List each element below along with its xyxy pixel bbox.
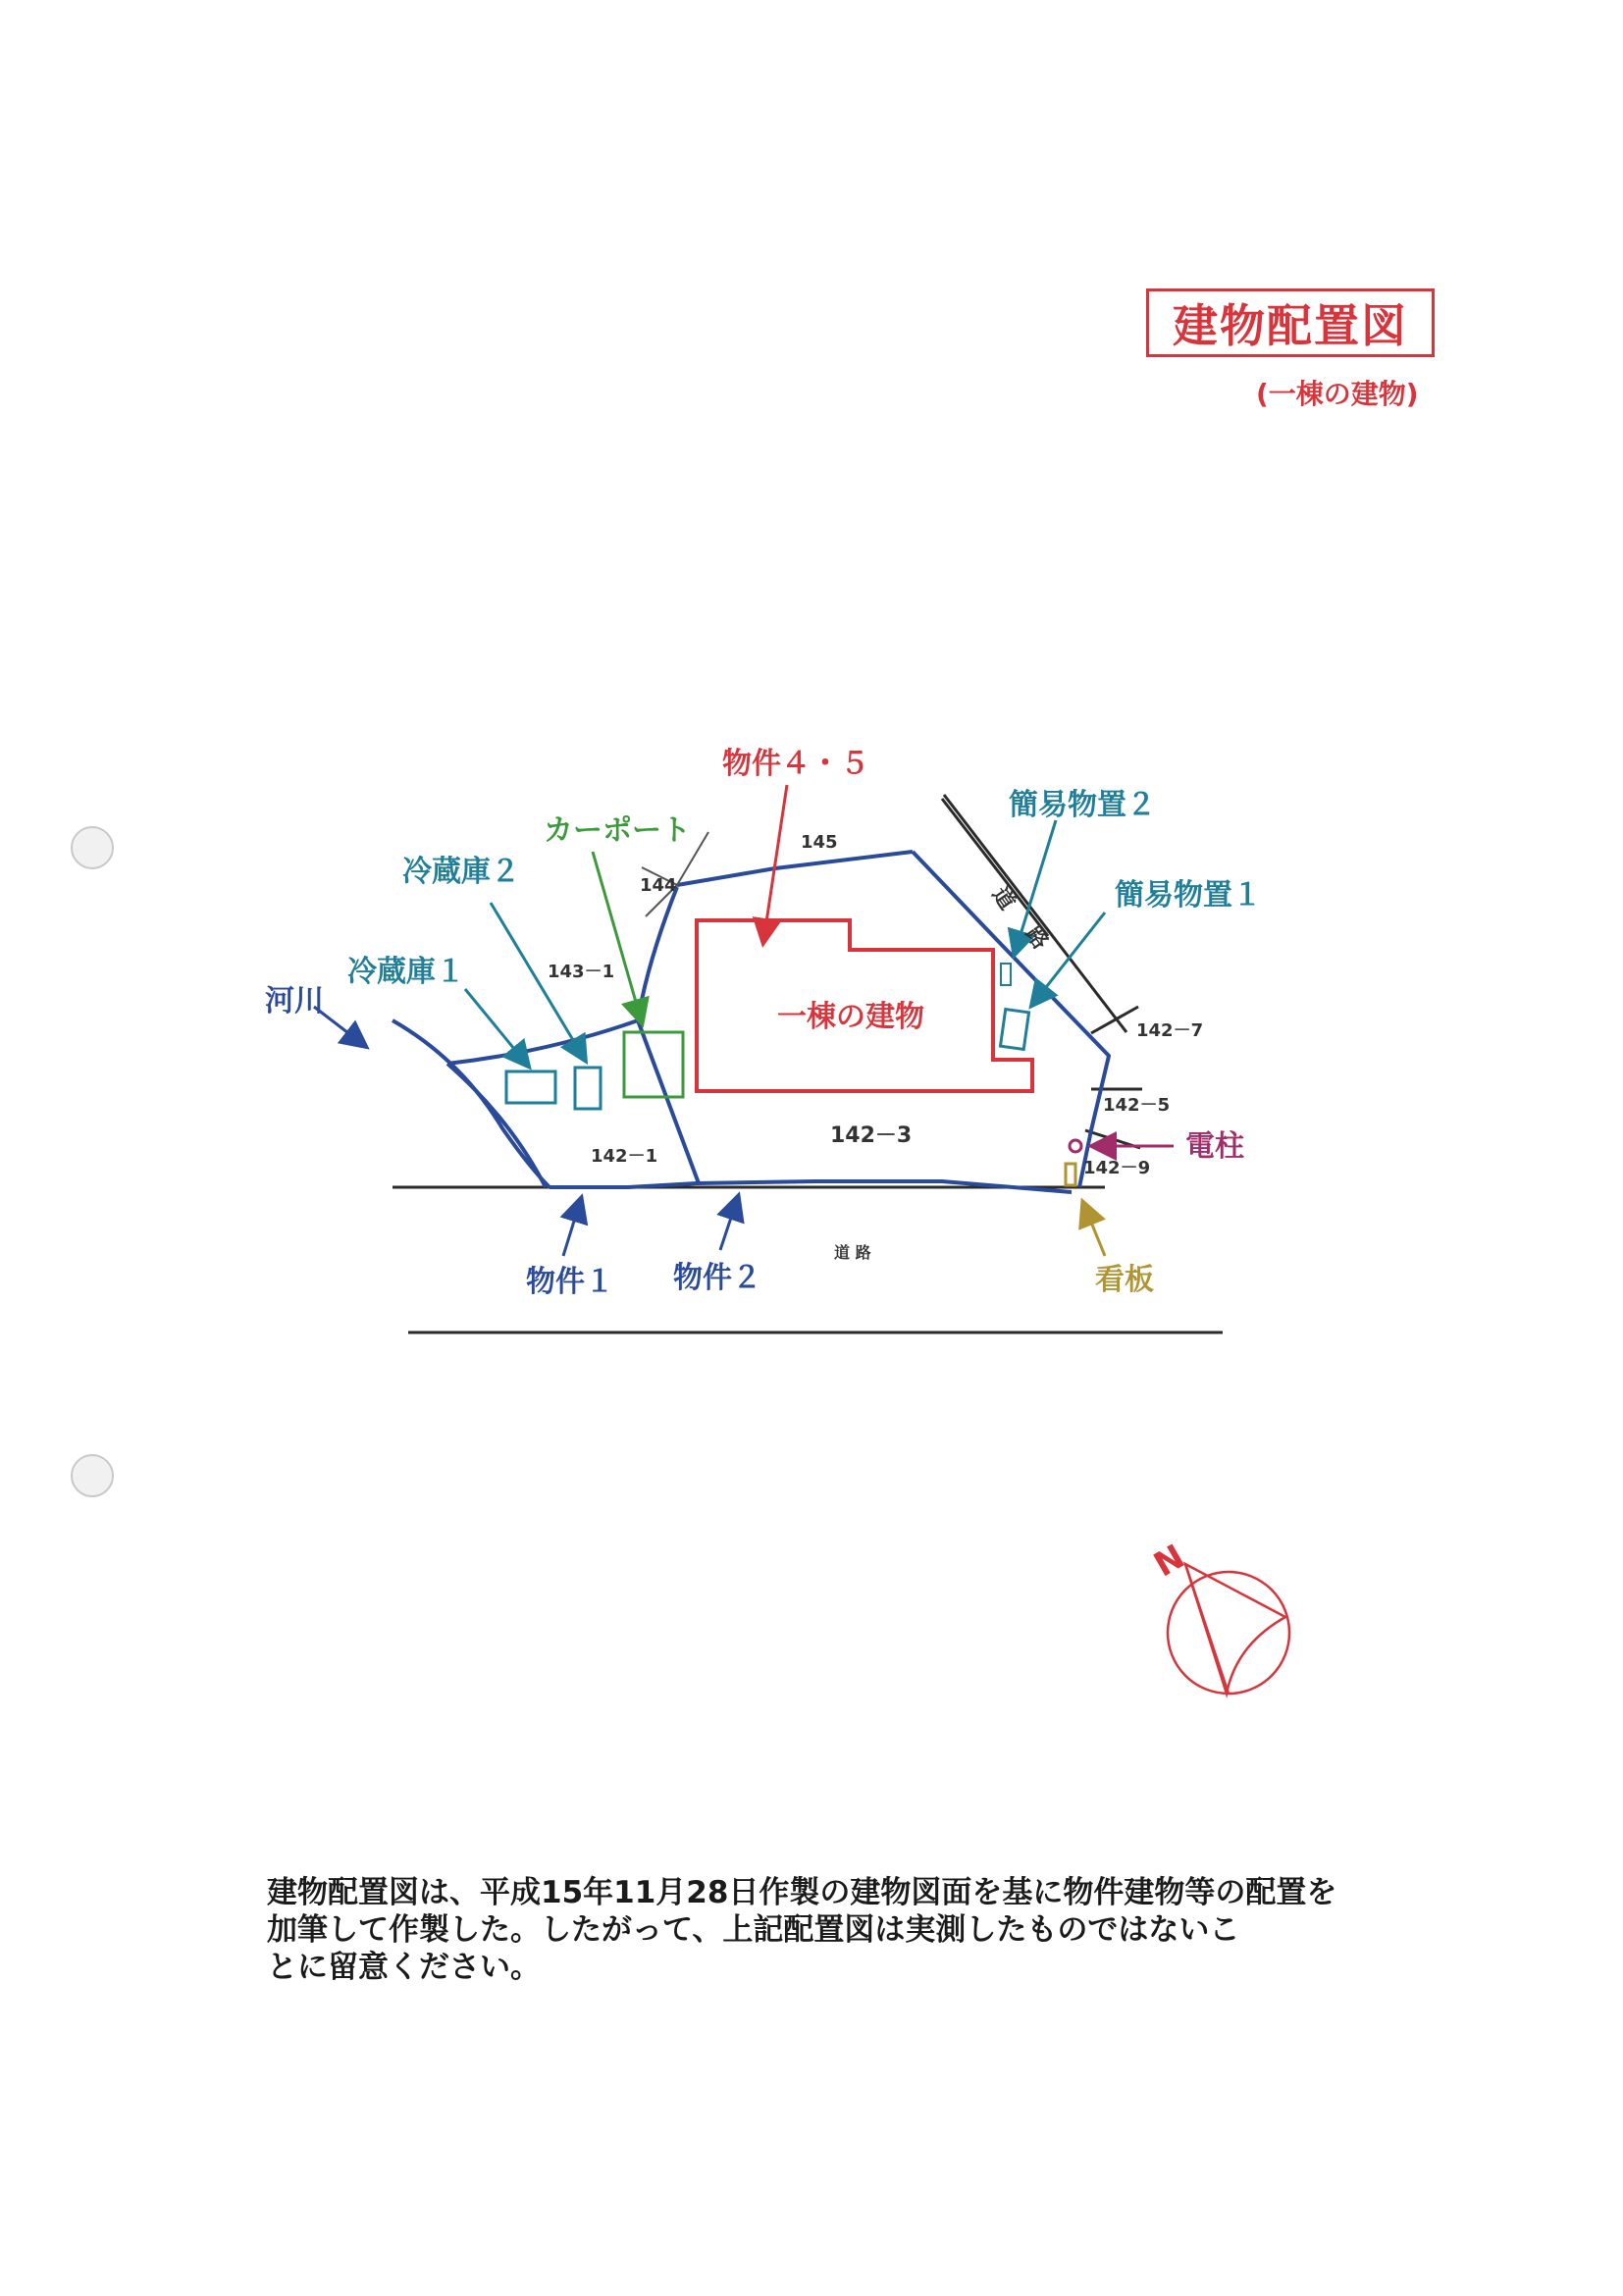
simple-storage2-structure	[1001, 964, 1011, 985]
label-signboard: 看板	[1095, 1263, 1154, 1297]
label-river: 河川	[265, 984, 324, 1018]
label-lot142-3: 142－3	[830, 1123, 913, 1148]
label-lot142-5: 142－5	[1103, 1095, 1171, 1116]
simple-storage1-structure	[1000, 1010, 1028, 1050]
fridge1-structure	[506, 1071, 555, 1103]
label-fridge1: 冷蔵庫１	[347, 955, 465, 989]
label-building: 一棟の建物	[777, 1000, 924, 1034]
arrow-signboard	[1083, 1203, 1105, 1256]
label-lot144: 144	[640, 875, 677, 896]
utility-pole-marker	[1070, 1140, 1081, 1152]
label-lot142-9: 142－9	[1083, 1158, 1151, 1178]
label-lot142-7: 142－7	[1136, 1020, 1204, 1041]
arrow-carport	[593, 852, 642, 1022]
fridge2-structure	[575, 1068, 601, 1109]
arrow-property2	[720, 1197, 738, 1250]
signboard-structure	[1066, 1164, 1075, 1185]
north-arrow	[1147, 1538, 1289, 1694]
arrow-fridge1	[465, 989, 528, 1066]
label-road-bottom: 道 路	[834, 1243, 871, 1262]
label-property1: 物件１	[526, 1265, 614, 1299]
label-fridge2: 冷蔵庫２	[402, 855, 520, 889]
label-lot143-1: 143－1	[548, 962, 615, 982]
north-label: N	[1147, 1537, 1192, 1586]
arrow-property1	[563, 1199, 581, 1256]
label-property45: 物件４・５	[722, 747, 869, 781]
label-road-diagonal-1: 道	[986, 882, 1020, 915]
label-carport: カーポート	[544, 813, 691, 848]
explanatory-note: 建物配置図は、平成15年11月28日作製の建物図面を基に物件建物等の配置を 加筆して作製した。したがって、上記配置図は実測したものではないこ とに留意ください。	[267, 1875, 1337, 1985]
label-lot145: 145	[801, 832, 838, 853]
page-subtitle: (一棟の建物)	[1256, 378, 1419, 410]
label-road-diagonal-2: 路	[1020, 921, 1053, 955]
page-title: 建物配置図	[1173, 299, 1408, 352]
label-simple-storage1: 簡易物置１	[1115, 878, 1262, 913]
label-property2: 物件２	[673, 1261, 761, 1295]
label-simple-storage2: 簡易物置２	[1009, 788, 1156, 822]
label-utility-pole: 電柱	[1185, 1129, 1244, 1164]
label-lot142-1: 142－1	[591, 1146, 658, 1167]
